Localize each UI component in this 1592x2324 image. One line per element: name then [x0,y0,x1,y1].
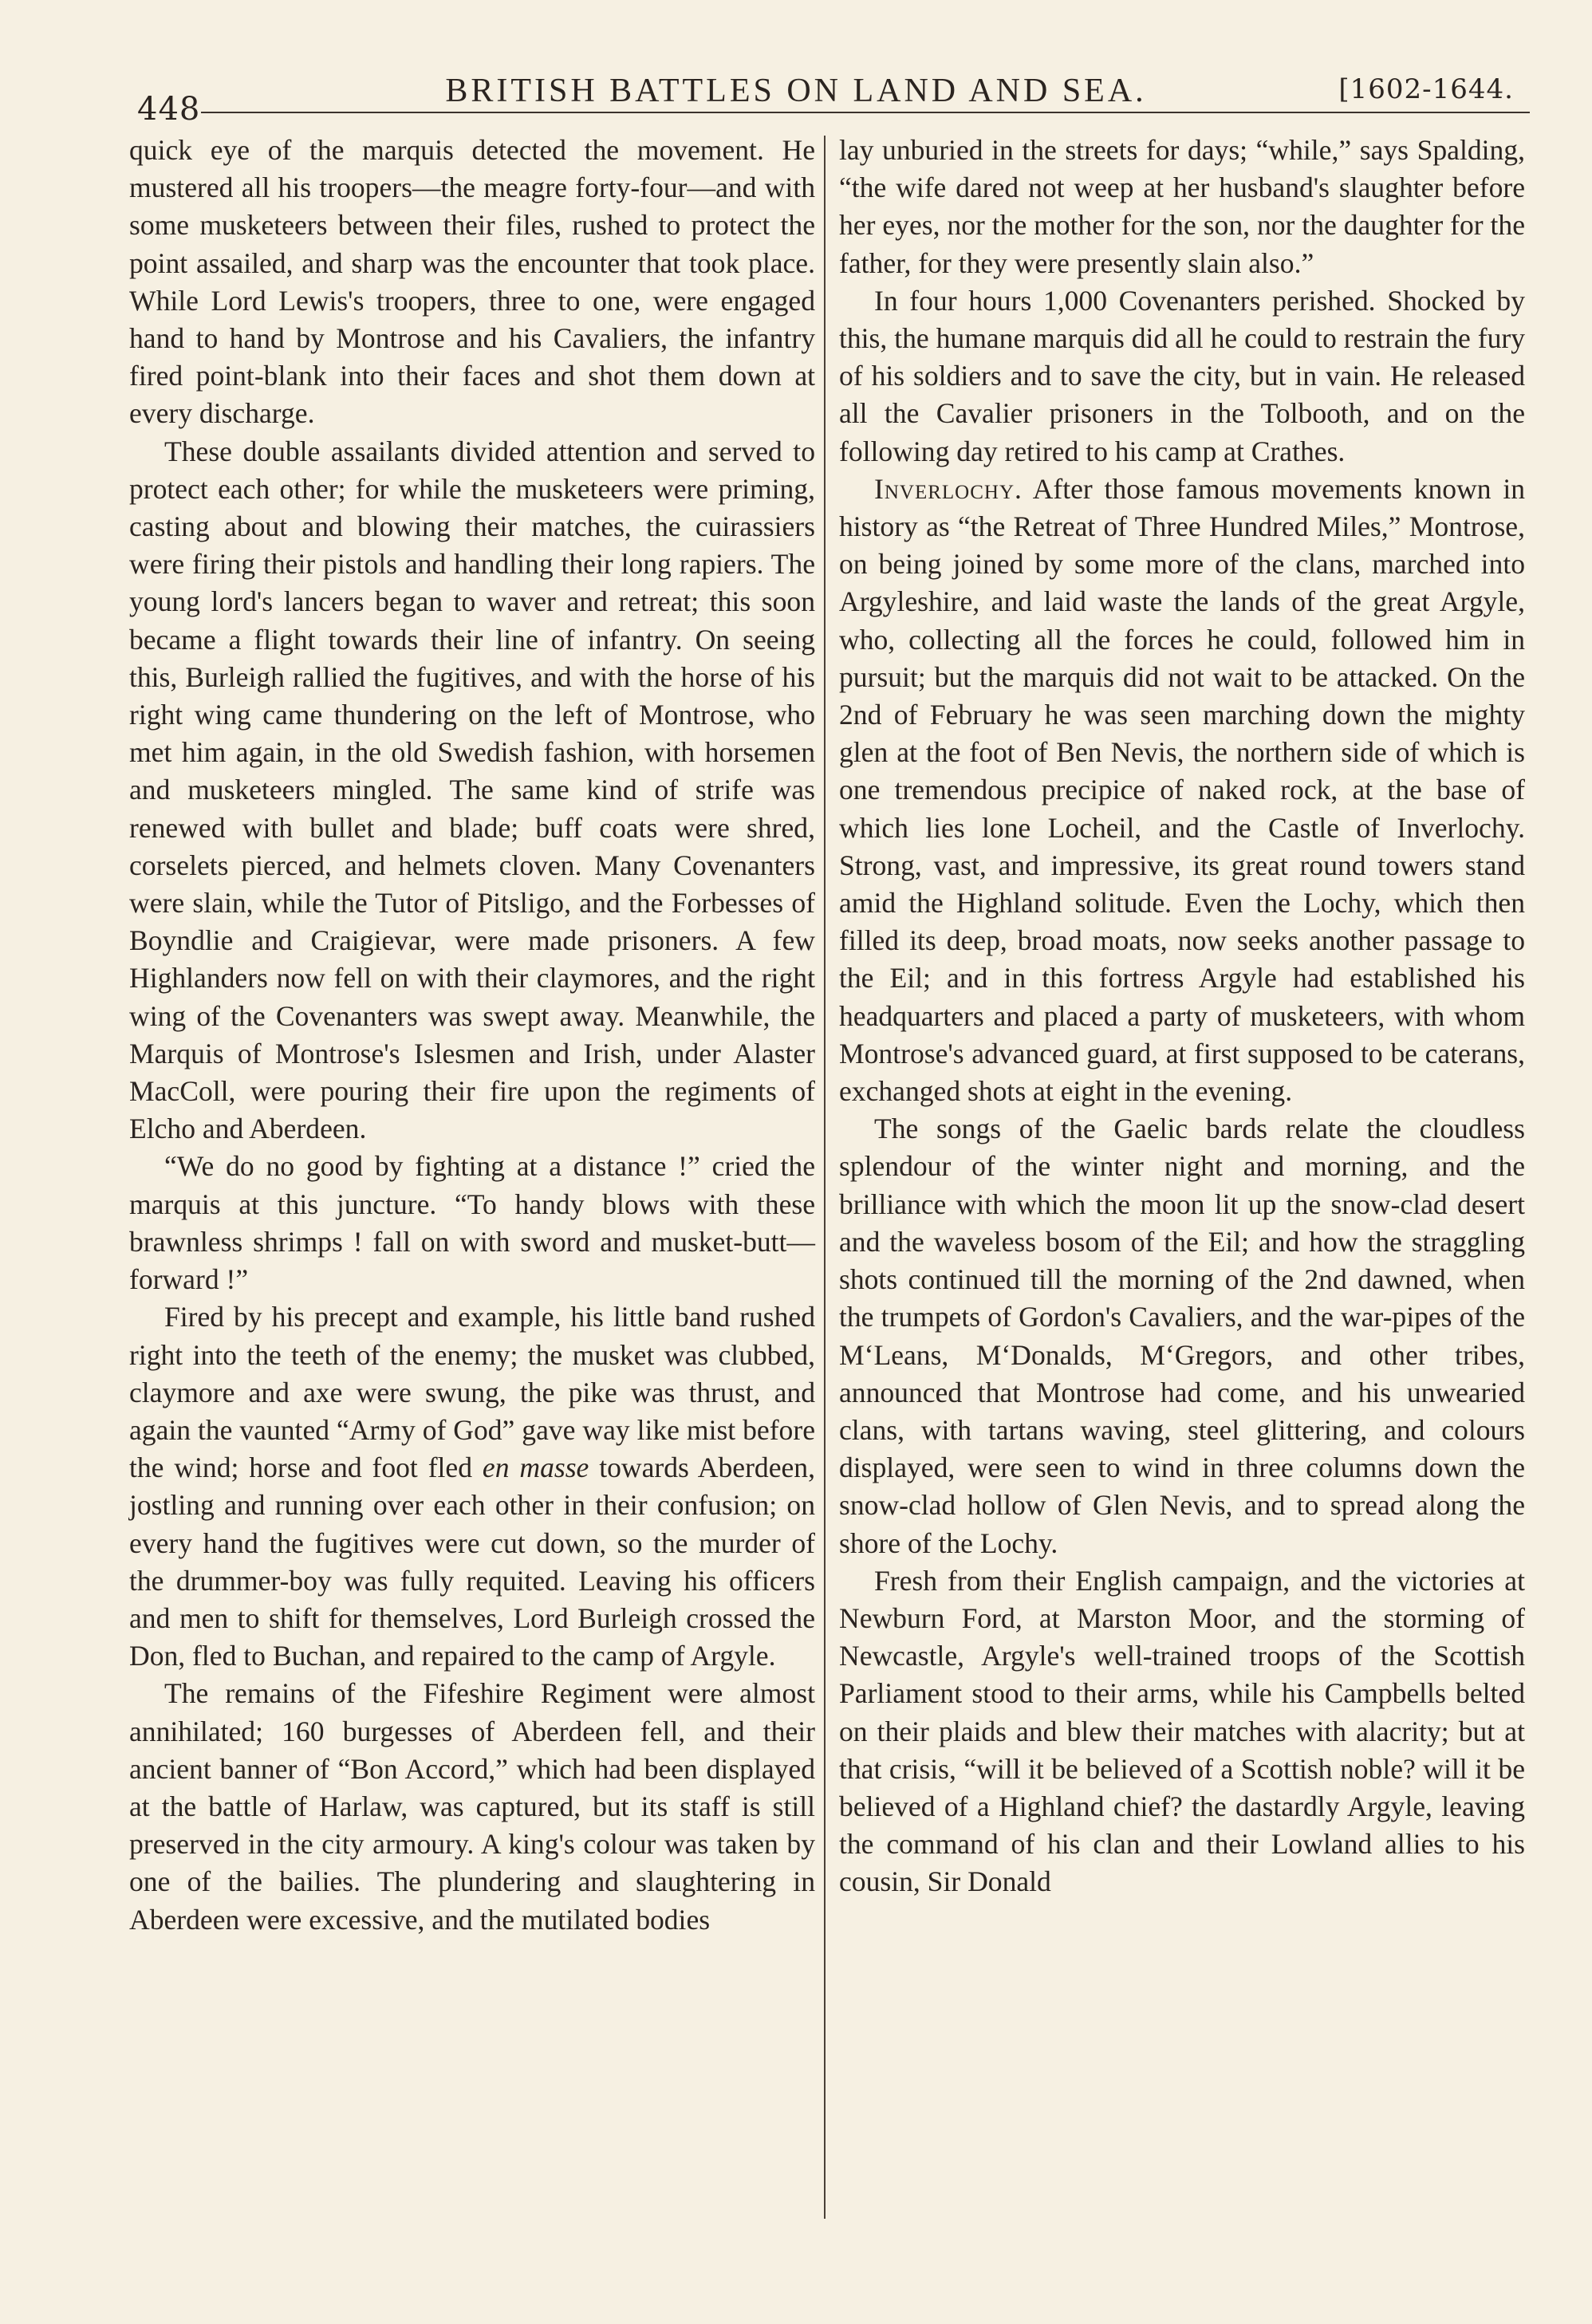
right-paragraph-5: Fresh from their English campaign, and the victories at Newburn Ford, at Marston Moor, and the storming of Newcastle, Argyle's well-trained troops of the Scottish Parliament stood to their arms, while his Campbells belted on their plaids and blew their matches with alacrity; but at that crisis, “will it be believed of a Scottish noble? will it be believed of a Highland chief? the dastardly Argyle, leaving the command of his clan and their Lowland allies to his cousin, Sir Donald [839,1564,1525,1898]
right-paragraph-2: In four hours 1,000 Covenanters perished. Shocked by this, the humane marquis did all he could to restrain the fury of his soldiers and to save the city, but in vain. He released all the Cavalier prisoners in the Tolbooth, and on the following day retired to his camp at Crathes. [839,284,1525,467]
page-number: 448 [137,91,201,128]
page-header [0,0,1592,128]
right-paragraph-1: lay unburied in the streets for days; “while,” says Spalding, “the wife dared not weep at her husband's slaughter before her eyes, nor the mother for the son, nor the daughter for the father, for they were presently slain also.” [839,134,1525,279]
paragraph-text: Fired by his precept and example, his little band rushed right into the teeth of the enemy; the musket was clubbed, claymore and axe were swung, the pike was thrust, and again the vaunted “Army of God” gave way like mist before the wind; horse and foot fled [129,1301,815,1484]
left-paragraph-4 [129,1298,815,1675]
left-paragraph-1: quick eye of the marquis detected the movement. He mustered all his troopers—the meagre forty-four—and with some musketeers between their files, rushed to protect the point assailed, and sharp was the encounter that took place. While Lord Lewis's troopers, three to one, were engaged hand to hand by Montrose and his Cavaliers, the infantry fired point-blank into their faces and shot them down at every discharge. [129,134,815,430]
header-rule [201,112,1530,113]
paragraph-text: After those famous movements known in history as “the Retreat of Three Hundred Miles,” Montrose, on being joined by some more of the clans, marched into Argyleshire, and laid waste the lands of the great Argyle, who, collecting all the forces he could, followed him in pursuit; but the marquis did not wait to be attacked. On the 2nd of February he was seen marching down the mighty glen at the foot of Ben Nevis, the northern side of which is one tremendous precipice of naked rock, at the base of which lies lone Locheil, and the Castle of Inverlochy. Strong, vast, and impressive, its great round towers stand amid the Highland solitude. Even the Lochy, which then filled its deep, broad moats, now seeks another passage to the Eil; and in this fortress Argyle had established his headquarters and placed a party of musketeers, with whom Montrose's advanced guard, at first supposed to be caterans, exchanged shots at eight in the evening. [839,472,1525,1108]
italic-phrase: en masse [482,1452,589,1484]
left-paragraph-2: These double assailants divided attention and served to protect each other; for while the musketeers were priming, casting about and blowing their matches, the cuirassiers were firing their pistols and handling their long rapiers. The young lord's lancers began to waver and retreat; this soon became a flight towards their line of infantry. On seeing this, Burleigh rallied the fugitives, and with the horse of his right wing came thundering on the left of Montrose, who met him again, in the old Swedish fashion, with horsemen and musketeers mingled. The same kind of strife was renewed with bullet and blade; buff coats were shred, corselets pierced, and helmets cloven. Many Covenanters were slain, while the Tutor of Pitsligo, and the Forbesses of Boyndlie and Craigievar, were made prisoners. A few Highlanders now fell on with their claymores, and the right wing of the Covenanters was swept away. Meanwhile, the Marquis of Montrose's Islesmen and Irish, under Alaster MacColl, were pouring their fire upon the regiments of Elcho and Aberdeen. [129,435,815,1145]
right-paragraph-3 [839,471,1525,1110]
column-divider [824,136,826,2219]
left-paragraph-3: “We do no good by fighting at a distance !” cried the marquis at this juncture. “To handy blows with these brawnless shrimps ! fall on with sword and musket-butt—forward !” [129,1150,815,1296]
left-column [129,132,815,1939]
date-range: [1602-1644. [1338,73,1514,105]
left-paragraph-5: The remains of the Fifeshire Regiment were almost annihilated; 160 burgesses of Aberdeen fell, and their ancient banner of “Bon Accord,” which had been displayed at the battle of Harlaw, was captured, but its staff is still preserved in the city armoury. A king's colour was taken by one of the bailies. The plundering and slaughtering in Aberdeen were excessive, and the mutilated bodies [129,1677,815,1936]
section-heading: Inverlochy. [874,472,1023,505]
running-title: BRITISH BATTLES ON LAND AND SEA. [445,73,1147,109]
right-column [839,132,1525,1901]
paragraph-text: towards Aberdeen, jostling and running over each other in their confusion; on every hand the fugitives were cut down, so the murder of the drummer-boy was fully requited. Leaving his officers and men to shift for themselves, Lord Burleigh crossed the Don, fled to Buchan, and repaired to the camp of Argyle. [129,1452,815,1672]
right-paragraph-4: The songs of the Gaelic bards relate the cloudless splendour of the winter night and morning, and the brilliance with which the moon lit up the snow-clad desert and the waveless bosom of the Eil; and how the straggling shots continued till the morning of the 2nd dawned, when the trumpets of Gordon's Cavaliers, and the war-pipes of the M‘Leans, M‘Donalds, M‘Gregors, and other tribes, announced that Montrose had come, and his unwearied clans, with tartans waving, steel glittering, and colours displayed, were seen to wind in three columns down the snow-clad hollow of Glen Nevis, and to spread along the shore of the Lochy. [839,1113,1525,1559]
